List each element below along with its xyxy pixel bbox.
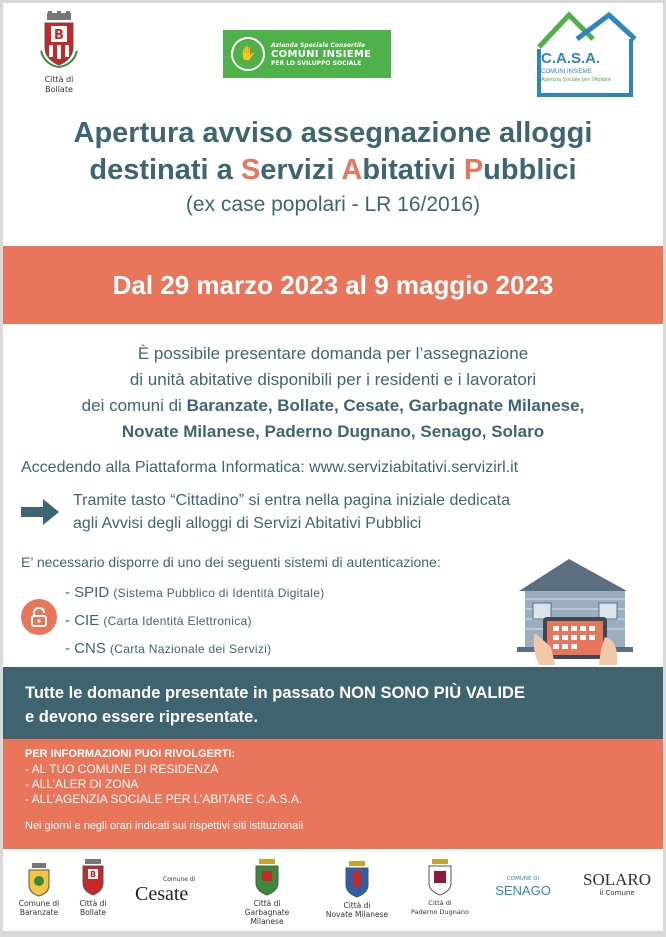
garbagnate-crest-icon [253, 859, 281, 897]
handshake-icon: ✋ [231, 37, 265, 71]
senago-logo: COMUNE DI SENAGO [495, 876, 551, 898]
title-initial-p: P [463, 154, 484, 186]
casa-logo-name: C.A.S.A. [541, 50, 601, 67]
title-word-a: bitativi [362, 154, 464, 186]
auth-title: E’ necessario disporre di uno dei seguenti sistemi di autenticazione: [21, 554, 441, 570]
bollate-logo [33, 11, 85, 95]
title-word-p: ubblici [483, 154, 577, 186]
info-item: - ALL’AGENZIA SOCIALE PER L’ABITARE C.A.S.A. [25, 792, 303, 806]
paderno-logo: Città di Paderno Dugnano [405, 859, 475, 917]
title-line1: Apertura avviso assegnazione alloggi [73, 117, 593, 149]
title-line2 [3, 152, 663, 189]
platform-text: Accedendo alla Piattaforma Informatica: www.serviziabitativi.servizirl.it [21, 459, 519, 476]
intro-line3-prefix: dei comuni di [81, 396, 187, 415]
bollate-logo-caption: Città di Bollate [44, 75, 74, 94]
footer-logos [3, 849, 663, 931]
poster [3, 3, 663, 931]
casa-logo-line2: Agenzia Sociale per l'Abitare [541, 77, 612, 83]
house-outline-icon [533, 9, 637, 97]
title-line2-prefix: destinati a [89, 154, 241, 186]
notice-line2: e devono essere ripresentate. [25, 708, 258, 726]
auth-methods-list [65, 579, 325, 663]
cittadino-instructions [21, 489, 510, 535]
cittadino-line1: Tramite tasto “Cittadino” si entra nella pagina iniziale dedicata [73, 492, 510, 509]
auth-item-spid: - SPID (Sistema Pubblico di Identità Digitale) [65, 584, 325, 601]
intro-line4-bold: Novate Milanese, Paderno Dugnano, Senago, Solaro [121, 422, 545, 441]
info-item: - ALL’ALER DI ZONA [25, 777, 139, 791]
info-footnote: Nei giorni e negli orari indicati sui rispettivi siti istituzionali [25, 820, 304, 832]
ci-logo-line1: Azienda Speciale Consortile [271, 41, 366, 49]
solaro-logo: SOLARO il Comune [582, 870, 651, 897]
novate-logo: Città di Novate Milanese [317, 861, 397, 919]
baranzate-logo: Comune di Baranzate [11, 863, 67, 917]
arrow-right-icon [21, 499, 59, 525]
info-item: - AL TUO COMUNE DI RESIDENZA [25, 762, 219, 776]
intro-line2: di unità abitative disponibili per i residenti e i lavoratori [129, 370, 537, 389]
ci-logo-line2: COMUNI INSIEME [271, 48, 372, 60]
baranzate-crest-icon [26, 863, 52, 897]
novate-crest-icon [343, 861, 371, 899]
date-period-text: Dal 29 marzo 2023 al 9 maggio 2023 [112, 269, 554, 300]
casa-logo-line1: COMUNI INSIEME [541, 69, 592, 75]
intro-line4 [3, 419, 663, 445]
notice-banner [3, 667, 663, 739]
bollate-crest-icon [39, 11, 79, 69]
house-tablet-illustration-icon [509, 551, 637, 669]
lock-icon [21, 599, 57, 635]
comuni-insieme-logo [223, 30, 391, 78]
bollate-small-crest-icon [80, 859, 106, 897]
svg-text:B: B [89, 870, 97, 879]
ci-logo-line3: PER LO SVILUPPO SOCIALE [271, 59, 362, 67]
intro-text [3, 341, 663, 445]
date-period-banner [3, 246, 663, 324]
notice-line1: Tutte le domande presentate in passato NON SONO PIÙ VALIDE [25, 684, 525, 702]
auth-item-cns: - CNS (Carta Nazionale dei Servizi) [65, 640, 272, 657]
intro-line1: È possibile presentare domanda per l’assegnazione [137, 344, 529, 363]
title-initial-s: S [240, 154, 261, 186]
intro-line3-bold: Baranzate, Bollate, Cesate, Garbagnate Milanese, [186, 396, 585, 415]
auth-item-cie: - CIE (Carta Identità Elettronica) [65, 612, 252, 629]
cesate-logo: Comune di Cesate [135, 876, 196, 905]
info-banner [3, 739, 663, 849]
page-subtitle: (ex case popolari - LR 16/2016) [185, 193, 481, 216]
notice-emphasis: NON SONO PIÙ VALIDE [339, 684, 525, 702]
page-title [3, 115, 663, 189]
title-initial-a: A [341, 154, 363, 186]
cittadino-line2: agli Avvisi degli alloggi di Servizi Abitativi Pubblici [73, 515, 422, 532]
paderno-crest-icon [426, 859, 454, 897]
info-heading: PER INFORMAZIONI PUOI RIVOLGERTI: [25, 748, 236, 760]
title-word-s: ervizi [260, 154, 342, 186]
casa-logo [533, 9, 637, 97]
svg-text:B: B [54, 28, 64, 43]
header [3, 3, 663, 115]
garbagnate-logo: Città di Garbagnate Milanese [227, 859, 307, 926]
bollate-footer-logo: B Città di Bollate [69, 859, 117, 917]
intro-line3 [3, 393, 663, 419]
